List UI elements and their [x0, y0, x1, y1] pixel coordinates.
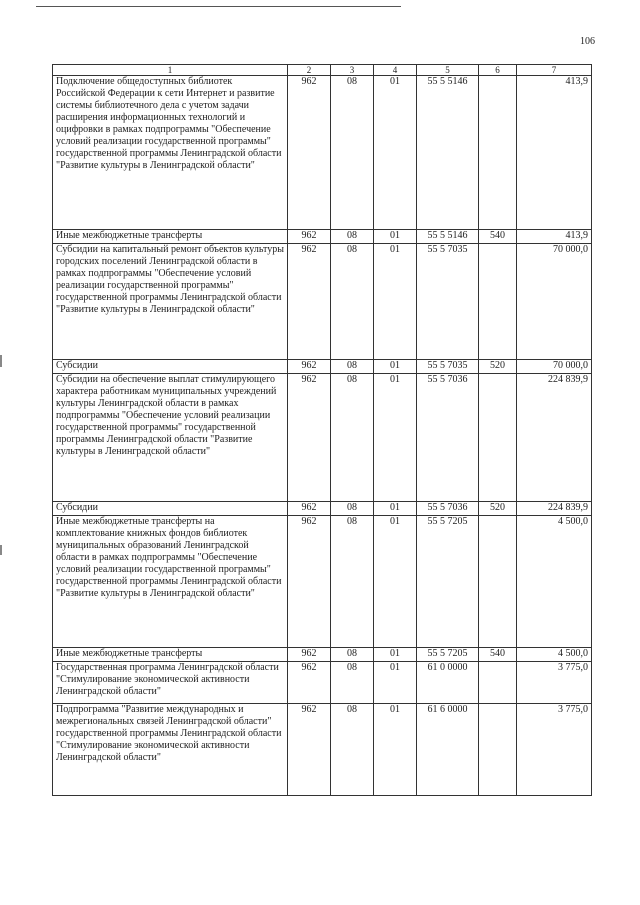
cell-target-article: 61 0 0000 — [417, 662, 479, 704]
cell-expense-type: 540 — [479, 230, 517, 244]
row-description: Субсидии — [53, 360, 288, 374]
cell-ministry-code: 962 — [288, 648, 331, 662]
cell-section: 08 — [331, 374, 374, 502]
table-row — [53, 704, 592, 796]
cell-subsection: 01 — [374, 374, 417, 502]
table-row — [53, 502, 592, 516]
cell-subsection: 01 — [374, 360, 417, 374]
table-row — [53, 374, 592, 502]
cell-target-article: 55 5 7205 — [417, 516, 479, 648]
cell-amount: 70 000,0 — [517, 244, 592, 360]
cell-ministry-code: 962 — [288, 230, 331, 244]
cell-target-article: 55 5 5146 — [417, 230, 479, 244]
cell-amount: 3 775,0 — [517, 704, 592, 796]
cell-target-article: 55 5 7035 — [417, 244, 479, 360]
cell-subsection: 01 — [374, 502, 417, 516]
column-number-row — [53, 65, 592, 76]
cell-subsection: 01 — [374, 230, 417, 244]
cell-section: 08 — [331, 230, 374, 244]
top-scan-rule — [36, 6, 401, 7]
cell-target-article: 55 5 7035 — [417, 360, 479, 374]
cell-amount: 413,9 — [517, 230, 592, 244]
cell-amount: 4 500,0 — [517, 516, 592, 648]
cell-target-article: 55 5 7205 — [417, 648, 479, 662]
cell-expense-type — [479, 662, 517, 704]
cell-subsection: 01 — [374, 76, 417, 230]
column-header: 6 — [479, 65, 517, 76]
cell-expense-type: 520 — [479, 360, 517, 374]
cell-ministry-code: 962 — [288, 704, 331, 796]
row-description: Иные межбюджетные трансферты — [53, 230, 288, 244]
row-description: Субсидии на обеспечение выплат стимулирующего характера работникам муниципальных учреждений культуры Ленинградской области в рамках подпрограммы "Обеспечение условий реализации государственной программы" государственной программы Ленинградской области "Развитие культуры в Ленинградской области" — [53, 374, 288, 502]
cell-amount: 224 839,9 — [517, 502, 592, 516]
cell-section: 08 — [331, 516, 374, 648]
table-row — [53, 662, 592, 704]
cell-section: 08 — [331, 244, 374, 360]
budget-table — [52, 64, 592, 796]
cell-ministry-code: 962 — [288, 516, 331, 648]
cell-amount: 3 775,0 — [517, 662, 592, 704]
cell-section: 08 — [331, 76, 374, 230]
table-row — [53, 244, 592, 360]
cell-subsection: 01 — [374, 704, 417, 796]
scan-edge-mark — [0, 545, 2, 555]
cell-target-article: 61 6 0000 — [417, 704, 479, 796]
cell-amount: 70 000,0 — [517, 360, 592, 374]
column-header: 2 — [288, 65, 331, 76]
cell-expense-type: 540 — [479, 648, 517, 662]
cell-ministry-code: 962 — [288, 76, 331, 230]
cell-ministry-code: 962 — [288, 374, 331, 502]
cell-target-article: 55 5 5146 — [417, 76, 479, 230]
column-header: 4 — [374, 65, 417, 76]
row-description: Субсидии на капитальный ремонт объектов культуры городских поселений Ленинградской области в рамках подпрограммы "Обеспечение условий реализации государственной программы" государственной программы Ленинградской области "Развитие культуры в Ленинградской области" — [53, 244, 288, 360]
row-description: Подключение общедоступных библиотек Российской Федерации к сети Интернет и развитие системы библиотечного дела с учетом задачи расширения информационных технологий и оцифровки в рамках подпрограммы "Обеспечение условий реализации государственной программы" государственной программы Ленинградской области "Развитие культуры в Ленинградской области" — [53, 76, 288, 230]
cell-amount: 4 500,0 — [517, 648, 592, 662]
cell-target-article: 55 5 7036 — [417, 502, 479, 516]
page-number: 106 — [580, 36, 595, 47]
cell-amount: 413,9 — [517, 76, 592, 230]
row-description: Субсидии — [53, 502, 288, 516]
cell-section: 08 — [331, 648, 374, 662]
cell-section: 08 — [331, 360, 374, 374]
cell-subsection: 01 — [374, 244, 417, 360]
cell-expense-type — [479, 704, 517, 796]
cell-section: 08 — [331, 704, 374, 796]
cell-ministry-code: 962 — [288, 662, 331, 704]
cell-ministry-code: 962 — [288, 244, 331, 360]
cell-subsection: 01 — [374, 516, 417, 648]
table-row — [53, 516, 592, 648]
cell-amount: 224 839,9 — [517, 374, 592, 502]
column-header: 5 — [417, 65, 479, 76]
table-row — [53, 76, 592, 230]
row-description: Иные межбюджетные трансферты на комплектование книжных фондов библиотек муниципальных образований Ленинградской области в рамках подпрограммы "Обеспечение условий реализации государственной программы" государственной программы Ленинградской области "Развитие культуры в Ленинградской области" — [53, 516, 288, 648]
cell-section: 08 — [331, 662, 374, 704]
row-description: Государственная программа Ленинградской области "Стимулирование экономической активности Ленинградской области" — [53, 662, 288, 704]
cell-expense-type — [479, 516, 517, 648]
cell-subsection: 01 — [374, 662, 417, 704]
row-description: Иные межбюджетные трансферты — [53, 648, 288, 662]
cell-ministry-code: 962 — [288, 502, 331, 516]
column-header: 3 — [331, 65, 374, 76]
cell-expense-type — [479, 374, 517, 502]
scan-edge-mark — [0, 355, 2, 367]
cell-section: 08 — [331, 502, 374, 516]
table-row — [53, 648, 592, 662]
row-description: Подпрограмма "Развитие международных и межрегиональных связей Ленинградской области" государственной программы Ленинградской области "Стимулирование экономической активности Ленинградской области" — [53, 704, 288, 796]
column-header: 7 — [517, 65, 592, 76]
table-row — [53, 360, 592, 374]
table-row — [53, 230, 592, 244]
cell-expense-type: 520 — [479, 502, 517, 516]
cell-expense-type — [479, 244, 517, 360]
cell-expense-type — [479, 76, 517, 230]
cell-ministry-code: 962 — [288, 360, 331, 374]
cell-subsection: 01 — [374, 648, 417, 662]
cell-target-article: 55 5 7036 — [417, 374, 479, 502]
column-header: 1 — [53, 65, 288, 76]
